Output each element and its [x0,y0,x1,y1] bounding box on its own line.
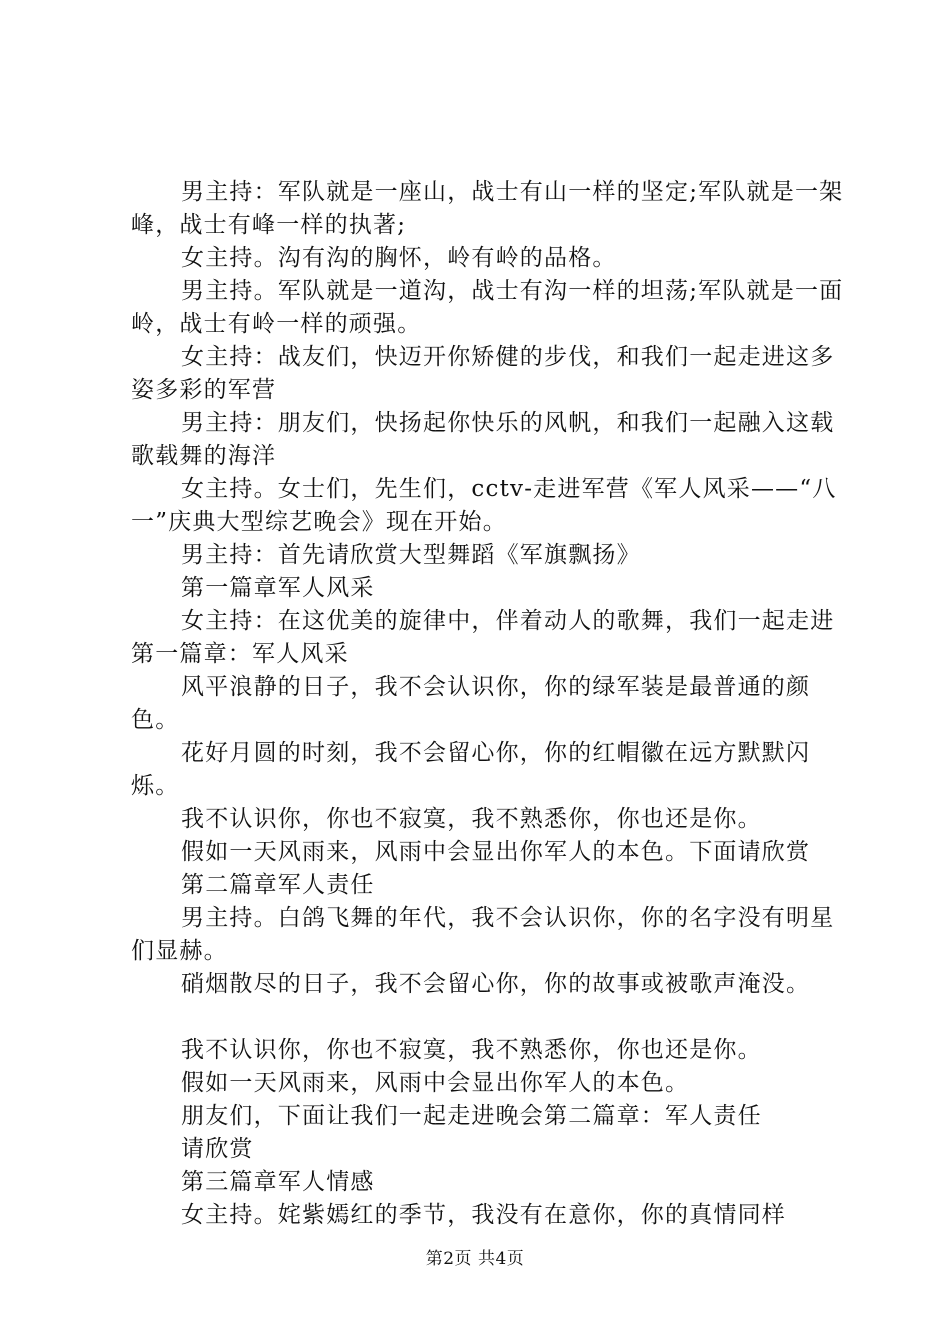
paragraph-15: 男主持。白鸽飞舞的年代，我不会认识你，你的名字没有明星们显赫。 [131,905,835,964]
paragraph-23: 女主持。姹紫嫣红的季节，我没有在意你，你的真情同样 [181,1202,786,1228]
paragraph-20: 朋友们，下面让我们一起走进晚会第二篇章：军人责任 [181,1103,762,1129]
paragraph-16: 硝烟散尽的日子，我不会留心你，你的故事或被歌声淹没。 [181,971,811,997]
section-heading-3: 第三篇章军人情感 [181,1169,375,1195]
paragraph-11: 花好月圆的时刻，我不会留心你，你的红帽徽在远方默默闪烁。 [131,740,811,799]
paragraph-18: 我不认识你，你也不寂寞，我不熟悉你，你也还是你。 [181,1037,762,1063]
paragraph-9: 女主持：在这优美的旋律中，伴着动人的歌舞，我们一起走进第一篇章：军人风采 [131,608,835,667]
paragraph-6: 女主持。女士们，先生们，cctv-走进军营《军人风采——“八一”庆典大型综艺晚会》现在开始。 [131,476,837,535]
blank-line [131,1001,851,1034]
paragraph-7: 男主持：首先请欣赏大型舞蹈《军旗飘扬》 [181,542,641,568]
paragraph-5: 男主持：朋友们，快扬起你快乐的风帆，和我们一起融入这载歌载舞的海洋 [131,410,835,469]
section-heading-1: 第一篇章军人风采 [181,575,375,601]
paragraph-3: 男主持。军队就是一道沟，战士有沟一样的坦荡;军队就是一面岭，战士有岭一样的顽强。 [131,278,844,337]
page-footer: 第2页 共4页 [425,1249,525,1269]
paragraph-12: 我不认识你，你也不寂寞，我不熟悉你，你也还是你。 [181,806,762,832]
paragraph-4: 女主持：战友们，快迈开你矫健的步伐，和我们一起走进这多姿多彩的军营 [131,344,835,403]
paragraph-10: 风平浪静的日子，我不会认识你，你的绿军装是最普通的颜色。 [131,674,811,733]
document-body [131,176,851,1232]
section-heading-2: 第二篇章军人责任 [181,872,375,898]
paragraph-19: 假如一天风雨来，风雨中会显出你军人的本色。 [181,1070,690,1096]
paragraph-1: 男主持：军队就是一座山，战士有山一样的坚定;军队就是一架峰，战士有峰一样的执著; [131,179,844,238]
paragraph-13: 假如一天风雨来，风雨中会显出你军人的本色。下面请欣赏 [181,839,811,865]
paragraph-21: 请欣赏 [181,1136,254,1162]
paragraph-2: 女主持。沟有沟的胸怀，岭有岭的品格。 [181,245,617,271]
